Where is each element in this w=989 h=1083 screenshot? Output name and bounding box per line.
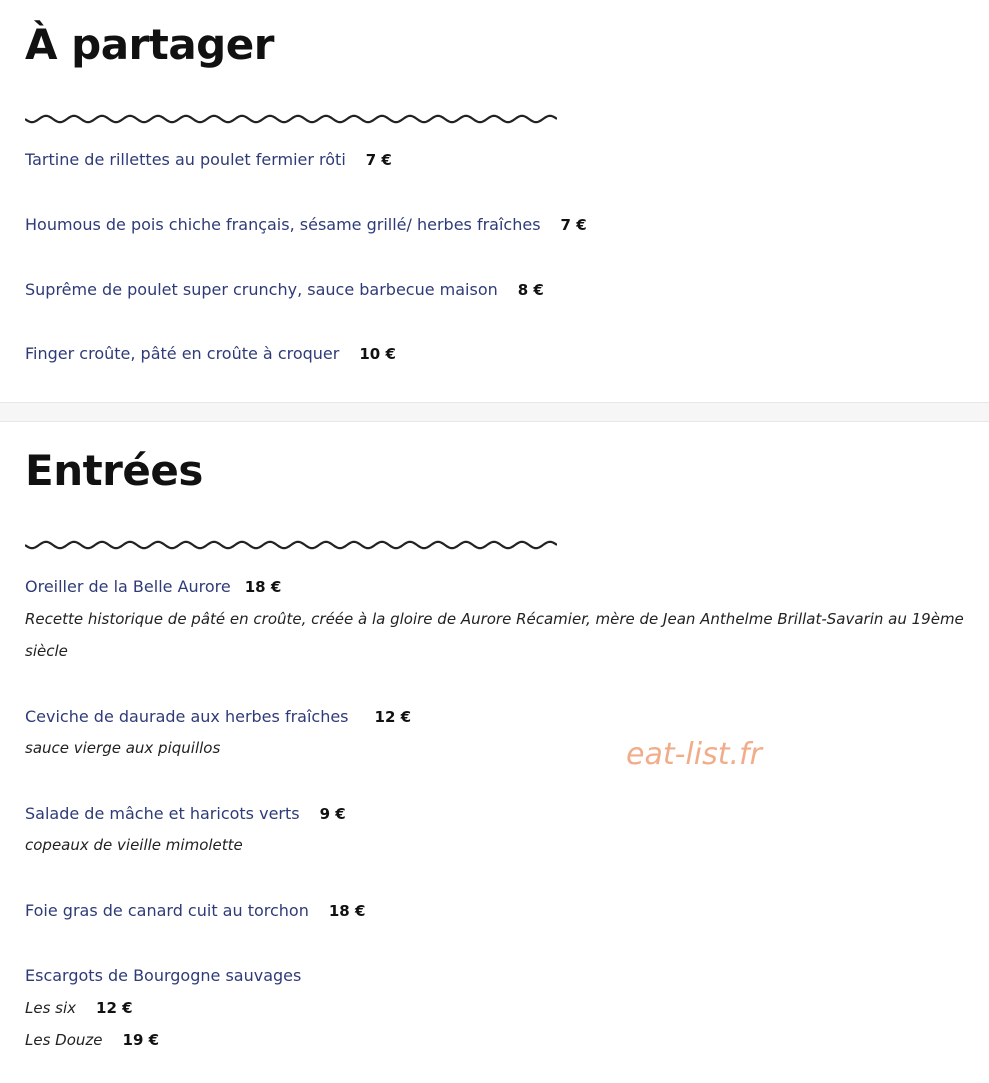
menu-item <box>25 804 346 824</box>
section-a-partager <box>0 0 989 402</box>
menu-item <box>25 150 392 170</box>
item-price: 9 € <box>319 805 346 823</box>
item-option <box>25 1031 159 1050</box>
wavy-line-separator-icon <box>25 111 557 127</box>
item-price: 10 € <box>359 345 396 363</box>
section-divider <box>0 402 989 422</box>
item-price: 18 € <box>244 578 282 596</box>
section-title: À partager <box>25 20 274 69</box>
section-title: Entrées <box>25 446 203 495</box>
item-description: siècle <box>25 642 68 660</box>
menu-item <box>25 901 365 921</box>
item-name: Suprême de poulet super crunchy, sauce barbecue maison <box>25 280 498 299</box>
item-option <box>25 999 133 1018</box>
item-price: 8 € <box>517 281 544 299</box>
menu-item <box>25 215 587 235</box>
item-name: Finger croûte, pâté en croûte à croquer <box>25 344 340 363</box>
item-description: copeaux de vieille mimolette <box>25 836 243 854</box>
item-price: 7 € <box>365 151 392 169</box>
menu-item <box>25 707 411 727</box>
item-price: 12 € <box>374 708 412 726</box>
watermark: eat-list.fr <box>626 737 762 772</box>
item-price: 18 € <box>328 902 366 920</box>
option-price: 12 € <box>96 999 133 1017</box>
item-name: Foie gras de canard cuit au torchon <box>25 901 309 920</box>
item-description: sauce vierge aux piquillos <box>25 739 221 757</box>
section-entrees <box>0 422 989 1083</box>
option-label: Les six <box>25 999 77 1017</box>
item-name: Houmous de pois chiche français, sésame grillé/ herbes fraîches <box>25 215 541 234</box>
option-price: 19 € <box>122 1031 160 1049</box>
menu-item <box>25 280 544 300</box>
item-description: Recette historique de pâté en croûte, créée à la gloire de Aurore Récamier, mère de Jean Anthelme Brillat-Savarin au 19ème <box>25 610 964 628</box>
item-name: Ceviche de daurade aux herbes fraîches <box>25 707 349 726</box>
wavy-line-separator-icon <box>25 537 557 553</box>
item-name: Escargots de Bourgogne sauvages <box>25 966 302 985</box>
menu-item <box>25 966 301 986</box>
option-label: Les Douze <box>25 1031 103 1049</box>
item-name: Tartine de rillettes au poulet fermier rôti <box>25 150 346 169</box>
item-name: Salade de mâche et haricots verts <box>25 804 300 823</box>
menu-item <box>25 344 396 364</box>
menu-item <box>25 577 281 597</box>
item-price: 7 € <box>560 216 587 234</box>
item-name: Oreiller de la Belle Aurore <box>25 577 231 596</box>
